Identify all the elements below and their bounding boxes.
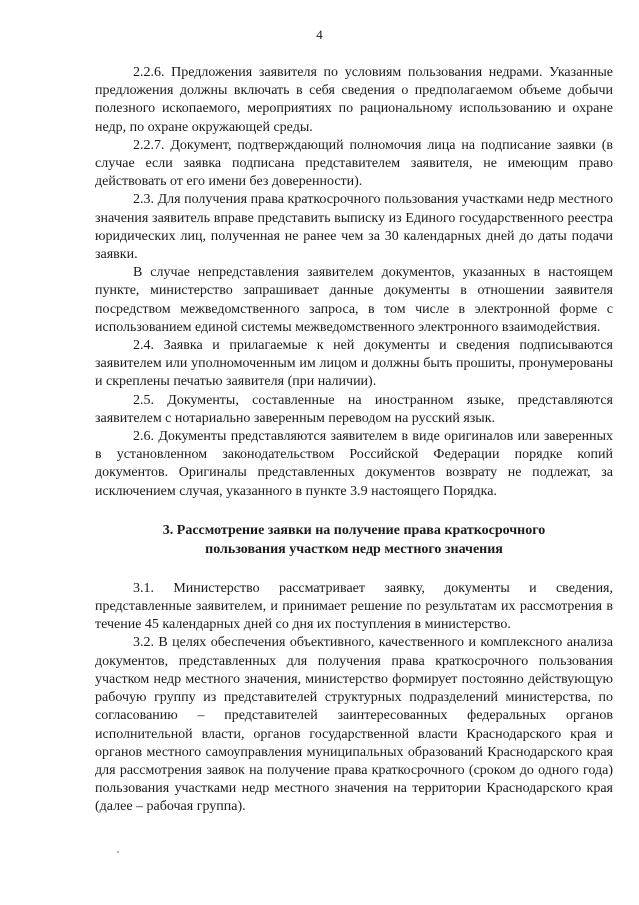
paragraph-2-4: 2.4. Заявка и прилагаемые к ней документы и сведения подписываются заявителем или уполномоченным им лицом и должны быть прошиты, пронумерованы и скреплены печатью заявителя (при наличии).: [95, 338, 613, 390]
paragraph-2-6: 2.6. Документы представляются заявителем в виде оригиналов или заверенных в установленном законодательством Российской Федерации порядке копий документов. Оригиналы представленных документов возврату не подлежат, за исключением случая, указанного в пункте 3.9 настоящего Порядка.: [95, 429, 613, 499]
paragraph-2-2-7: 2.2.7. Документ, подтверждающий полномочия лица на подписание заявки (в случае если заявка подписана представителем заявителя, не имеющим право действовать от его имени без доверенности).: [95, 137, 613, 190]
scan-speck: [117, 851, 119, 853]
paragraph-2-5: 2.5. Документы, составленные на иностранном языке, представляются заявителем с нотариально заверенным переводом на русский язык.: [95, 392, 613, 426]
paragraph-3-1: 3.1. Министерство рассматривает заявку, документы и сведения, представленные заявителем, и принимает решение по результатам их рассмотрения в течение 45 календарных дней со дня их поступления в министерство.: [95, 580, 613, 633]
paragraph-2-3-continued: В случае непредставления заявителем документов, указанных в настоящем пункте, министерство запрашивает данные документы в отношении заявителя посредством межведомственного запроса, в том числе в электронной форме с использованием единой системы межведомственного электронного взаимодействия.: [95, 265, 613, 335]
paragraph-2-2-6: 2.2.6. Предложения заявителя по условиям пользования недрами. Указанные предложения должны включать в себя сведения о предполагаемом объеме добычи полезного ископаемого, мероприятиях по рациональному использованию и охране недр, по охране окружающей среды.: [95, 65, 613, 135]
document-body: [95, 64, 613, 817]
section-3-heading: 3. Рассмотрение заявки на получение права краткосрочного пользования участком недр местного значения: [162, 522, 546, 558]
paragraph-3-2: 3.2. В целях обеспечения объективного, качественного и комплексного анализа документов, представленных для получения права краткосрочного пользования участком недр местного значения, министерство формирует постоянно действующую рабочую группу из представителей структурных подразделений министерства, по согласованию – представителей заинтересованных федеральных органов исполнительной власти, органов государственной власти Краснодарского края и органов местного самоуправления муниципальных образований Краснодарского края для рассмотрения заявок на получение права краткосрочного (сроком до одного года) пользования участками недр местного значения на территории Краснодарского края (далее – рабочая группа).: [95, 635, 613, 815]
paragraph-2-3: 2.3. Для получения права краткосрочного пользования участками недр местного значения заявитель вправе представить выписку из Единого государственного реестра юридических лиц, полученная не ранее чем за 30 календарных дней до даты подачи заявки.: [95, 192, 613, 263]
page-number: 4: [316, 27, 323, 42]
